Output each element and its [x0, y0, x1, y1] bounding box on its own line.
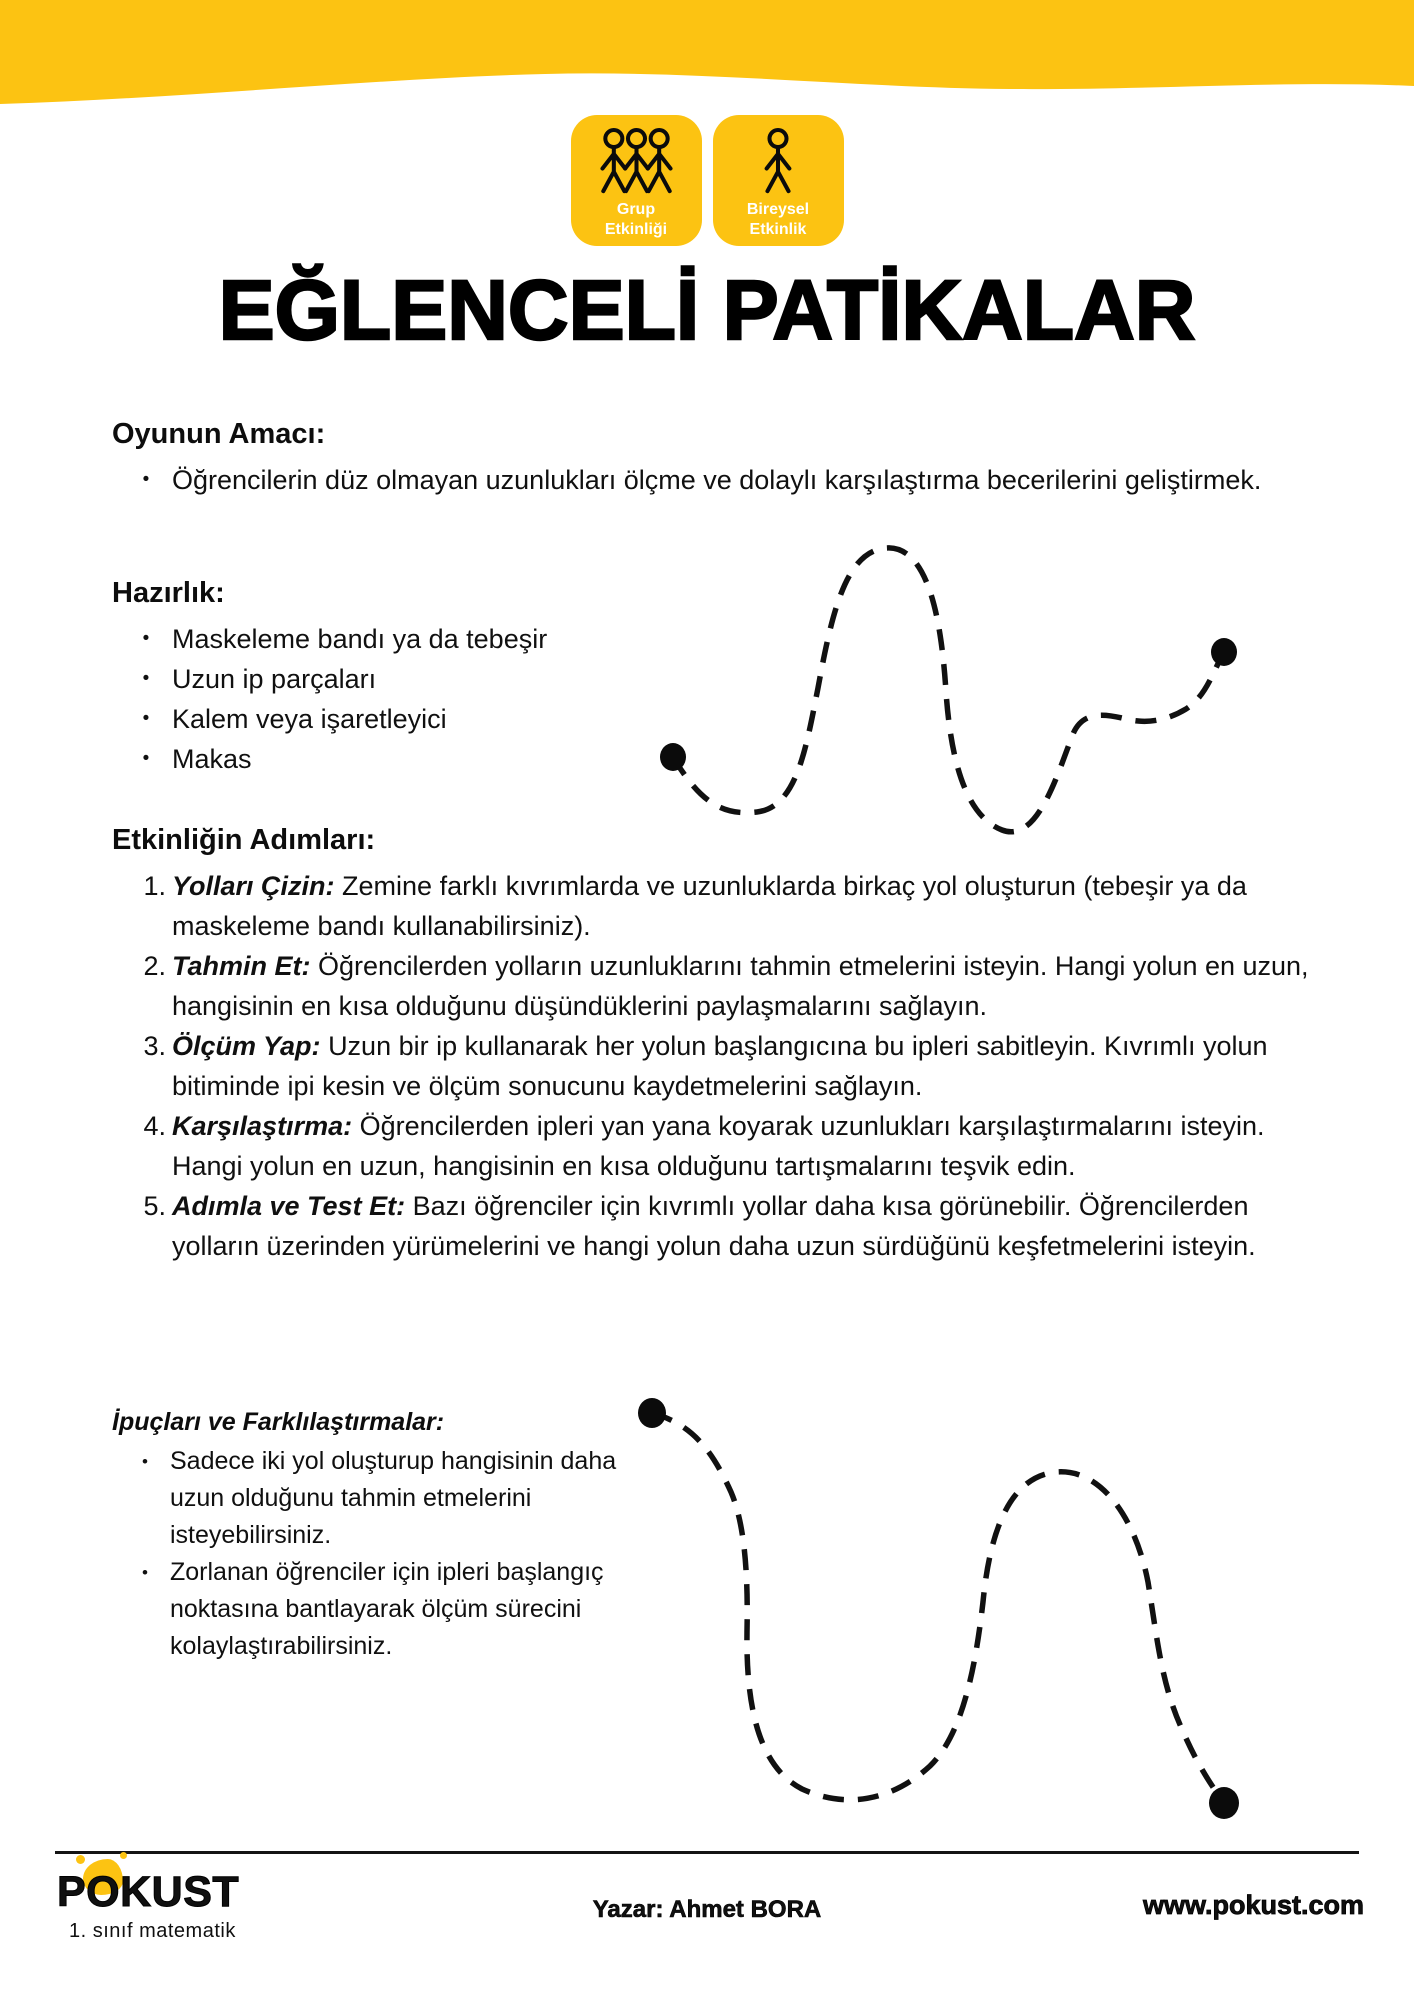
step-body: Bazı öğrenciler için kıvrımlı yollar daha kısa görünebilir. Öğrencilerden yolların üzerinden yürümelerini ve hangi yolun daha uzun sürdüğünü keşfetmelerini isteyin. [172, 1191, 1256, 1261]
step-lead: Adımla ve Test Et: [172, 1191, 406, 1221]
step-body: Öğrencilerden yolların uzunluklarını tahmin etmelerini isteyin. Hangi yolun en uzun, hangisinin en kısa olduğunu düşündüklerini paylaşmalarını sağlayın. [172, 951, 1309, 1021]
section-tips-heading: İpuçları ve Farklılaştırmalar: [112, 1408, 445, 1436]
list-item [112, 1554, 658, 1665]
step-body: Öğrencilerden ipleri yan yana koyarak uzunlukları karşılaştırmalarını isteyin. Hangi yolun en uzun, hangisinin en kısa olduğunu tartışmalarını teşvik edin. [172, 1111, 1265, 1181]
list-item [112, 1443, 658, 1554]
badge-individual-label [747, 200, 809, 240]
footer-divider [55, 1851, 1359, 1854]
section-tips [112, 1408, 658, 1665]
badge-group-label-line2: Etkinliği [604, 221, 668, 238]
section-steps-heading: Etkinliğin Adımları: [112, 824, 376, 856]
section-steps [112, 824, 1334, 1266]
section-goal-heading: Oyunun Amacı: [112, 418, 326, 450]
bullet-marker: • [142, 469, 150, 490]
badge-individual-label-line1: Bireysel [746, 201, 810, 218]
section-preparation-heading: Hazırlık: [112, 577, 225, 609]
step-item [112, 1026, 1334, 1106]
bullet-marker: • [142, 708, 150, 729]
step-item [112, 866, 1334, 946]
step-item [112, 1106, 1334, 1186]
preparation-item-text: Makas [172, 744, 252, 774]
list-item [112, 460, 1272, 500]
step-lead: Ölçüm Yap: [172, 1031, 321, 1061]
bullet-marker: • [142, 668, 150, 689]
list-item [112, 699, 872, 739]
group-people-icon [596, 128, 677, 196]
step-number: 1. [143, 871, 166, 901]
bullet-marker: • [142, 1563, 148, 1582]
step-text [172, 1186, 1334, 1266]
footer-author: Yazar: Ahmet BORA [592, 1896, 822, 1923]
step-text [172, 1026, 1334, 1106]
bullet-marker: • [142, 1452, 148, 1471]
page-title: EĞLENCELİ PATİKALAR [218, 263, 1196, 357]
list-item [112, 659, 872, 699]
preparation-item-text: Maskeleme bandı ya da tebeşir [172, 624, 548, 654]
tip-item-text: Sadece iki yol oluşturup hangisinin daha uzun olduğunu tahmin etmelerini isteyebilirsiniz. [170, 1447, 617, 1549]
step-number: 5. [143, 1191, 166, 1221]
bullet-marker: • [142, 628, 150, 649]
preparation-item-text: Kalem veya işaretleyici [172, 704, 447, 734]
badge-group-label [605, 200, 667, 240]
step-lead: Yolları Çizin: [172, 871, 335, 901]
section-goal [112, 418, 1272, 500]
badge-group-activity [571, 115, 702, 246]
step-item [112, 1186, 1334, 1266]
badge-individual-label-line2: Etkinlik [749, 221, 807, 238]
preparation-item-text: Uzun ip parçaları [172, 664, 377, 694]
pokust-logo [57, 1868, 239, 1917]
step-number: 4. [143, 1111, 166, 1141]
logo-subtitle: 1. sınıf matematik [69, 1920, 236, 1942]
person-icon [760, 128, 796, 196]
tip-item-text: Zorlanan öğrenciler için ipleri başlangıç noktasına bantlayarak ölçüm sürecini kolaylaştırabilirsiniz. [170, 1558, 604, 1660]
logo-text: POKUST [57, 1868, 240, 1916]
step-lead: Karşılaştırma: [172, 1111, 353, 1141]
step-text [172, 866, 1334, 946]
step-number: 2. [143, 951, 166, 981]
activity-badges [0, 115, 1414, 246]
step-text [172, 946, 1334, 1026]
step-body: Zemine farklı kıvrımlarda ve uzunluklarda birkaç yol oluşturun (tebeşir ya da maskeleme bandı kullanabilirsiniz). [172, 871, 1247, 941]
step-number: 3. [143, 1031, 166, 1061]
badge-group-label-line1: Grup [616, 201, 656, 218]
step-lead: Tahmin Et: [172, 951, 311, 981]
list-item [112, 619, 872, 659]
footer-website: www.pokust.com [1142, 1890, 1364, 1920]
list-item [112, 739, 872, 779]
footer-logo-block [57, 1868, 239, 1943]
badge-individual-activity [713, 115, 844, 246]
bullet-marker: • [142, 748, 150, 769]
section-preparation [112, 577, 872, 779]
step-body: Uzun bir ip kullanarak her yolun başlangıcına bu ipleri sabitleyin. Kıvrımlı yolun bitiminde ipi kesin ve ölçüm sonucunu kaydetmelerini sağlayın. [172, 1031, 1268, 1101]
step-text [172, 1106, 1334, 1186]
goal-item-text: Öğrencilerin düz olmayan uzunlukları ölçme ve dolaylı karşılaştırma becerilerini geliştirmek. [172, 465, 1262, 495]
step-item [112, 946, 1334, 1026]
